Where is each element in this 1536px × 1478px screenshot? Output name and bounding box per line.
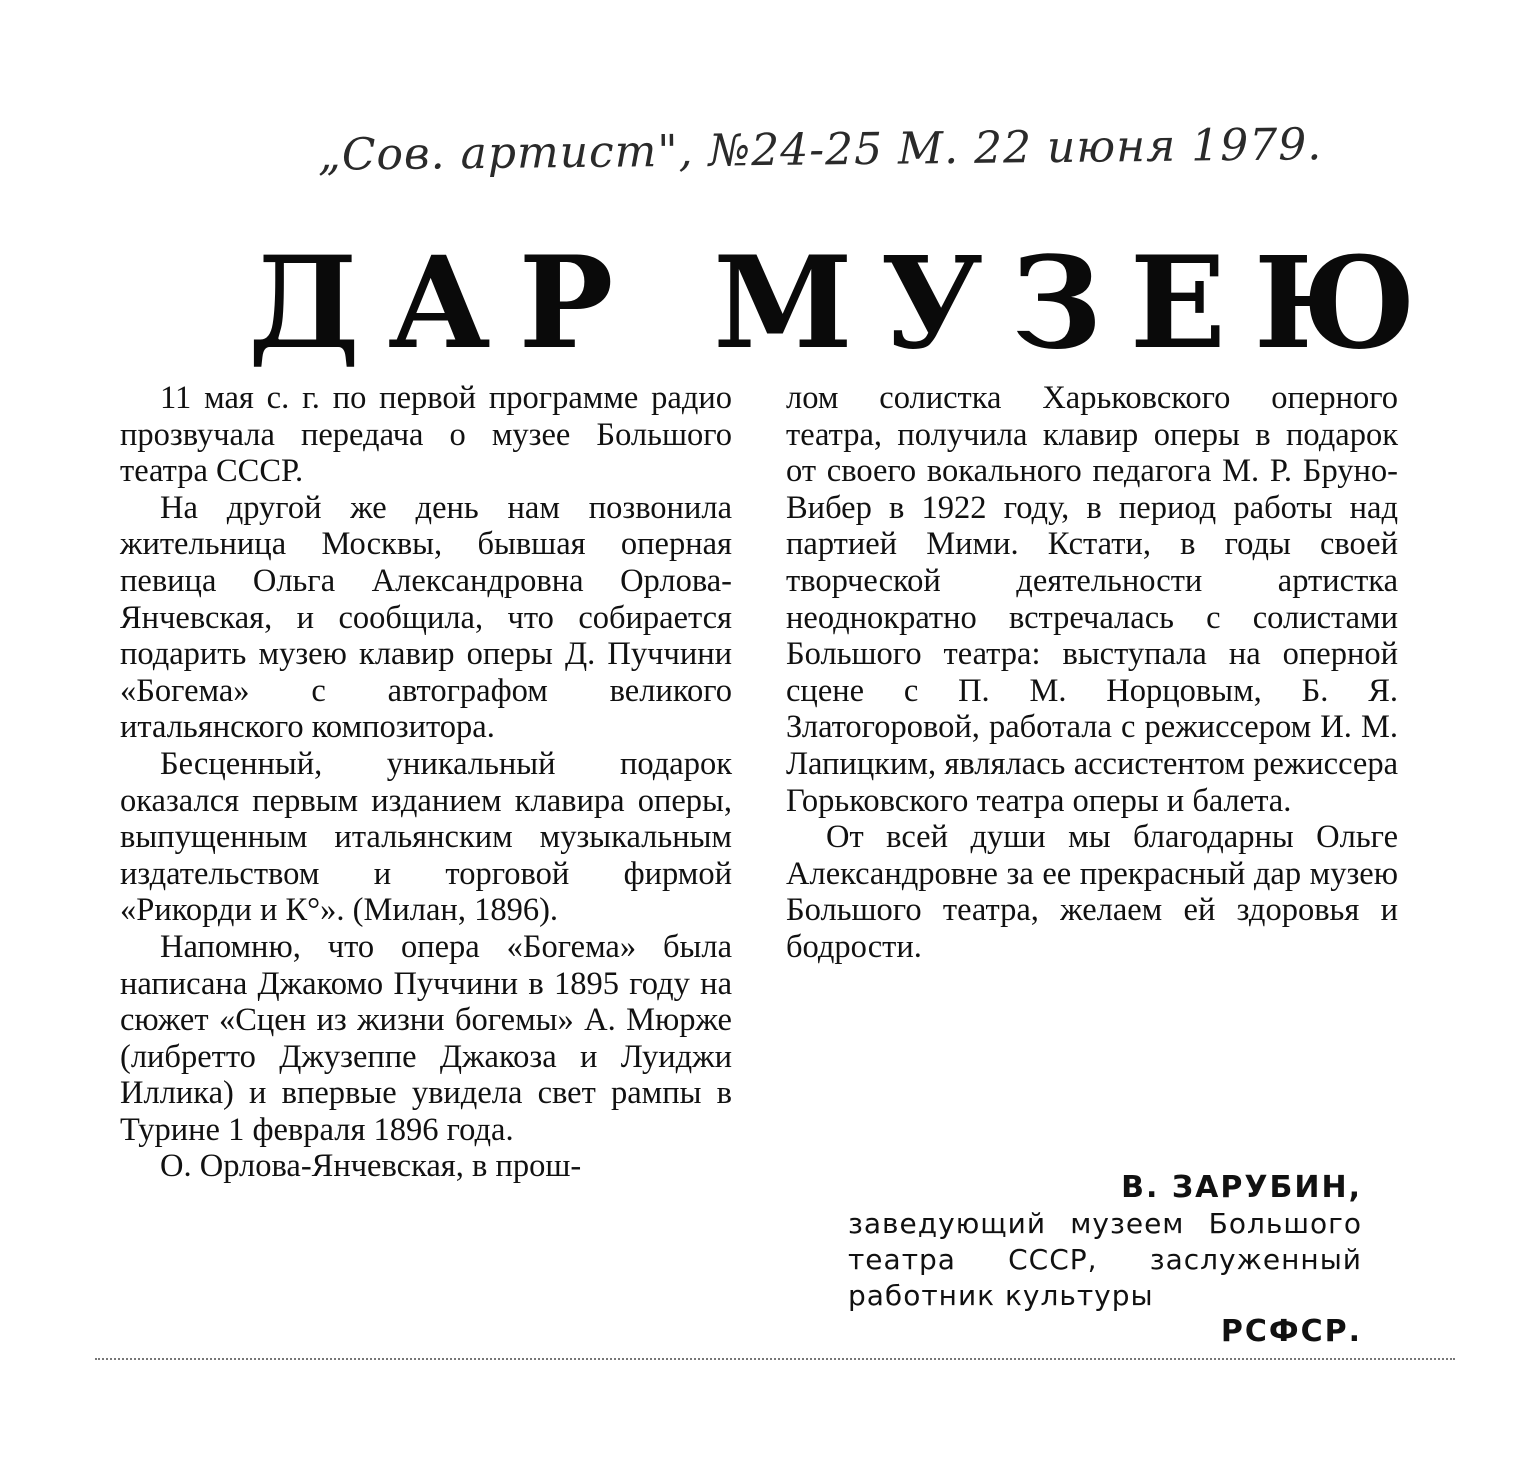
paragraph: Бесценный, уникальный подарок оказался первым изданием клавира оперы, выпущенным итальянским музыкальным издательством и торговой фирмой «Рикорди и К°». (Милан, 1896). bbox=[120, 745, 732, 929]
author-title: заведующий музеем Большого театра СССР, заслуженный работник культуры bbox=[848, 1207, 1362, 1312]
clipping-cut-line bbox=[95, 1358, 1455, 1360]
author-organization: РСФСР. bbox=[1220, 1314, 1362, 1349]
paragraph: 11 мая с. г. по первой программе радио прозвучала передача о музее Большого театра СССР. bbox=[120, 380, 732, 490]
paragraph: На другой же день нам позвонила жительница Москвы, бывшая оперная певица Ольга Александровна Орлова-Янчевская, и сообщила, что собирается подарить музею клавир оперы Д. Пуччини «Богема» с автографом великого итальянского композитора. bbox=[120, 489, 732, 746]
paragraph: Напомню, что опера «Богема» была написана Джакомо Пуччини в 1895 году на сюжет «Сцен из жизни богемы» А. Мюрже (либретто Джузеппе Джакоза и Луиджи Иллика) и впервые увидела свет рампы в Турине 1 февраля 1896 года. bbox=[120, 928, 732, 1148]
article-column-left bbox=[120, 380, 732, 1185]
article-headline: ДАР МУЗЕЮ bbox=[248, 229, 1445, 377]
paragraph: О. Орлова-Янчевская, в прош- bbox=[160, 1148, 582, 1185]
author-name: В. ЗАРУБИН, bbox=[1121, 1170, 1362, 1205]
paragraph: лом солистка Харьковского оперного театра, получила клавир оперы в подарок от своего вокального педагога М. Р. Бруно-Вибер в 1922 году, в период работы над партией Мими. Кстати, в годы своей творческой деятельности артистка неоднократно встречалась с солистами Большого театра: выступала на оперной сцене с П. М. Норцовым, Б. Я. Златогоровой, работала с режиссером И. М. Лапицким, являлась ассистентом режиссера Горьковского театра оперы и балета. bbox=[786, 380, 1398, 819]
author-signature bbox=[848, 1170, 1362, 1350]
article-column-right bbox=[786, 380, 1398, 966]
handwritten-source-note: „Сов. артист", №24-25 М. 22 июня 1979. bbox=[317, 119, 1323, 181]
paragraph: От всей души мы благодарны Ольге Александровне за ее прекрасный дар музею Большого театра, желаем ей здоровья и бодрости. bbox=[786, 819, 1398, 965]
